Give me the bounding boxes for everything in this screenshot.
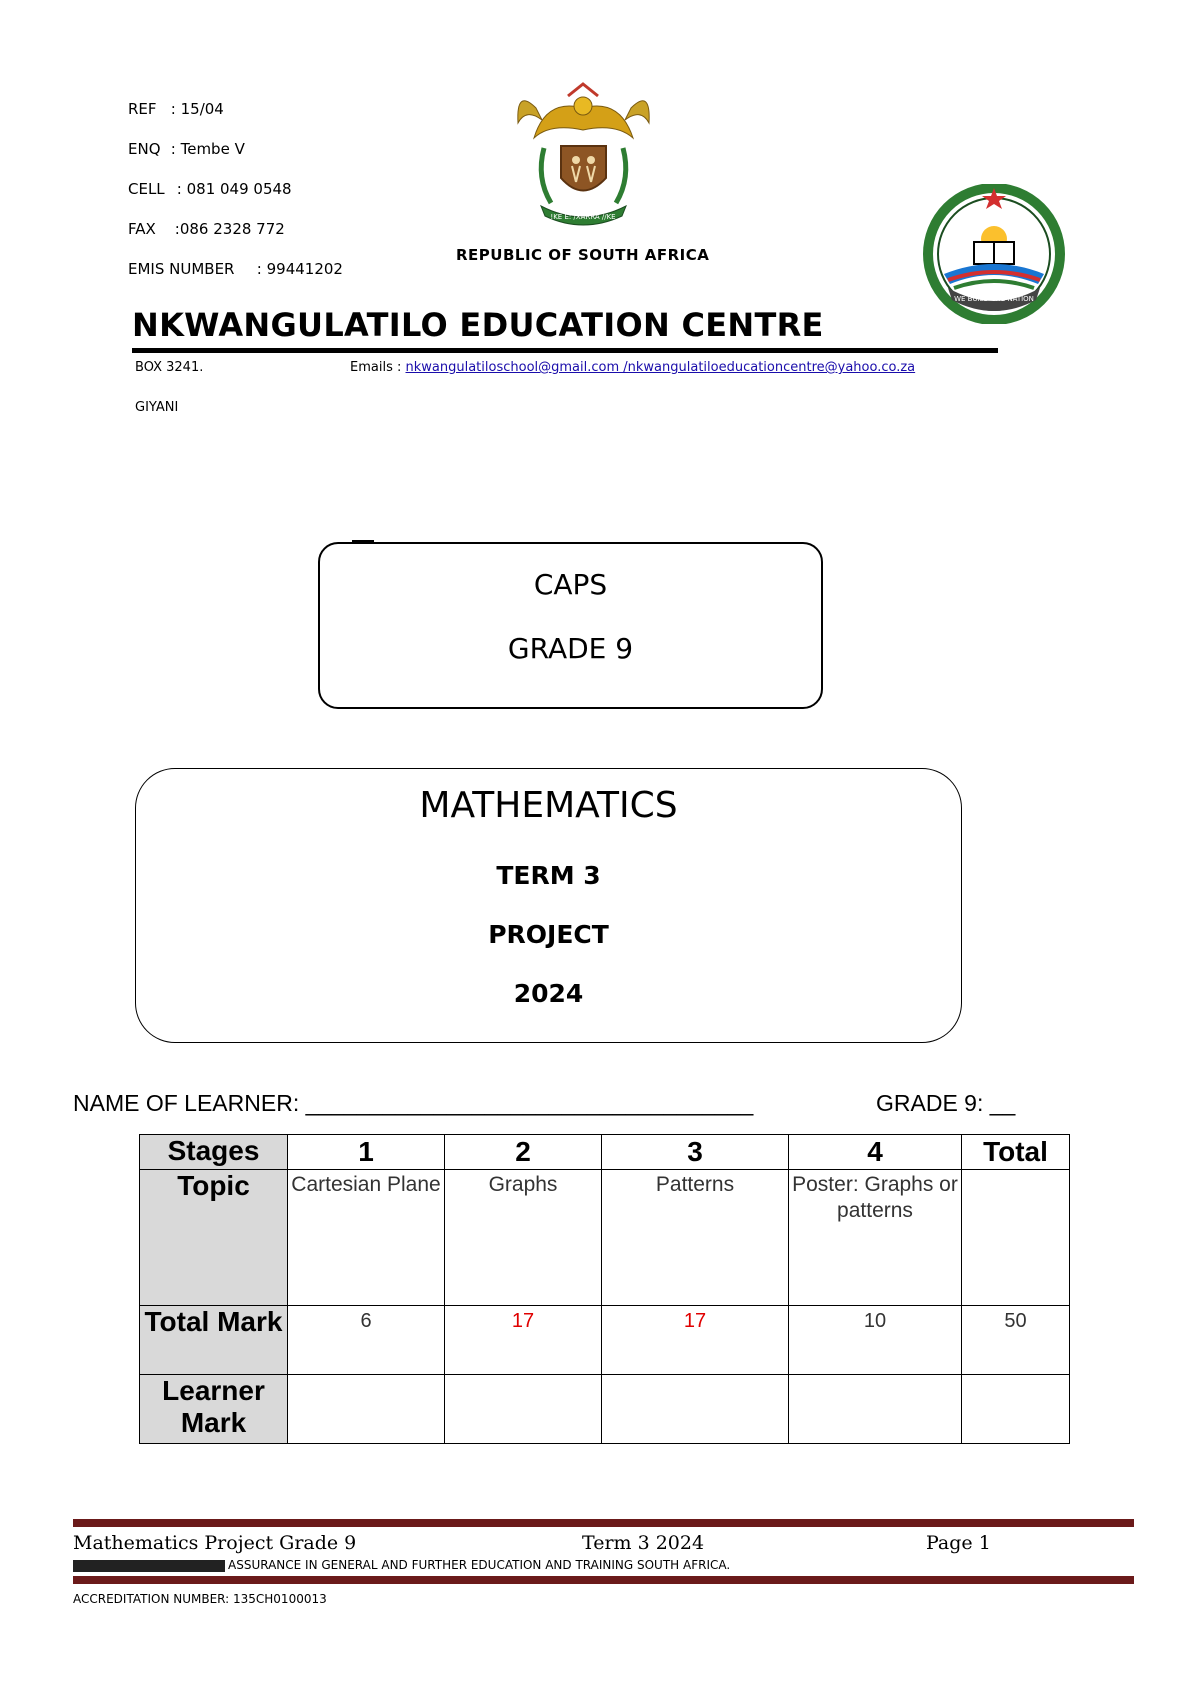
footer-top-bar [73, 1519, 1134, 1527]
topic-3: Patterns [602, 1170, 789, 1306]
enq-value: : Tembe V [170, 140, 245, 158]
ref-value: : 15/04 [170, 100, 224, 118]
marks-table [139, 1134, 1070, 1444]
grade-label: GRADE 9 [507, 632, 634, 665]
total-mark-total: 50 [962, 1306, 1070, 1375]
topic-2: Graphs [445, 1170, 602, 1306]
cell-label: CELL [128, 180, 165, 198]
republic-label: REPUBLIC OF SOUTH AFRICA [456, 246, 710, 264]
emails-link[interactable]: nkwangulatiloschool@gmail.com /nkwangulatiloeducationcentre@yahoo.co.za [405, 360, 916, 375]
total-mark-label: Total Mark [140, 1306, 288, 1375]
stage-2: 2 [445, 1135, 602, 1170]
total-mark-row [140, 1306, 1070, 1375]
school-box: BOX 3241. [135, 360, 204, 375]
learner-mark-4[interactable] [789, 1375, 962, 1444]
ref-line [128, 100, 224, 118]
stages-label: Stages [140, 1135, 288, 1170]
subject-year: 2024 [513, 979, 584, 1008]
learner-mark-label: Learner Mark [140, 1375, 288, 1444]
coat-of-arms-motto: !KE E: /XARRA //KE [550, 213, 616, 221]
fax-value: :086 2328 772 [174, 220, 285, 238]
footer-right: Page 1 [926, 1532, 991, 1554]
topic-4: Poster: Graphs or patterns [789, 1170, 962, 1306]
curriculum-box [318, 542, 823, 709]
enq-line [128, 140, 245, 158]
cell-line [128, 180, 292, 198]
badge-motto: WE BUILD THE NATION [954, 295, 1034, 303]
enq-label: ENQ [128, 140, 161, 158]
learner-grade-line[interactable]: GRADE 9: __ [876, 1090, 1016, 1116]
coat-of-arms-icon [506, 78, 661, 228]
topic-row [140, 1170, 1070, 1306]
footer-redaction [73, 1560, 225, 1572]
learner-name-line[interactable]: NAME OF LEARNER: ___________________________________ [73, 1090, 754, 1116]
topic-total [962, 1170, 1070, 1306]
learner-mark-total[interactable] [962, 1375, 1070, 1444]
footer-center: Term 3 2024 [582, 1532, 705, 1554]
learner-mark-row [140, 1375, 1070, 1444]
fax-line [128, 220, 285, 238]
emails-line [350, 360, 915, 375]
topic-1: Cartesian Plane [288, 1170, 445, 1306]
footer-left: Mathematics Project Grade 9 [73, 1532, 357, 1554]
caps-label: CAPS [533, 568, 608, 601]
subject-type: PROJECT [488, 920, 609, 949]
subject-name: MATHEMATICS [419, 785, 678, 826]
footer-bottom-bar [73, 1576, 1134, 1584]
emis-line [128, 260, 343, 278]
total-mark-4: 10 [789, 1306, 962, 1375]
total-mark-3: 17 [602, 1306, 789, 1375]
emis-value: : 99441202 [256, 260, 343, 278]
subject-box [135, 768, 962, 1043]
stage-total: Total [962, 1135, 1070, 1170]
stages-row [140, 1135, 1070, 1170]
stage-4: 4 [789, 1135, 962, 1170]
learner-mark-3[interactable] [602, 1375, 789, 1444]
total-mark-2: 17 [445, 1306, 602, 1375]
learner-mark-2[interactable] [445, 1375, 602, 1444]
topic-label: Topic [140, 1170, 288, 1306]
footer-assurance: ASSURANCE IN GENERAL AND FURTHER EDUCATION AND TRAINING SOUTH AFRICA. [228, 1558, 731, 1572]
total-mark-1: 6 [288, 1306, 445, 1375]
subject-term: TERM 3 [496, 861, 601, 890]
cell-value: : 081 049 0548 [176, 180, 292, 198]
emails-label: Emails : [350, 360, 402, 375]
ref-label: REF [128, 100, 157, 118]
school-badge-icon [918, 184, 1070, 324]
school-name-underline [132, 348, 998, 353]
stage-1: 1 [288, 1135, 445, 1170]
learner-mark-1[interactable] [288, 1375, 445, 1444]
emis-label: EMIS NUMBER [128, 260, 235, 278]
school-name: NKWANGULATILO EDUCATION CENTRE [132, 306, 824, 344]
fax-label: FAX [128, 220, 156, 238]
footer-accreditation: ACCREDITATION NUMBER: 135CH0100013 [73, 1592, 327, 1606]
school-town: GIYANI [135, 400, 179, 415]
stage-3: 3 [602, 1135, 789, 1170]
